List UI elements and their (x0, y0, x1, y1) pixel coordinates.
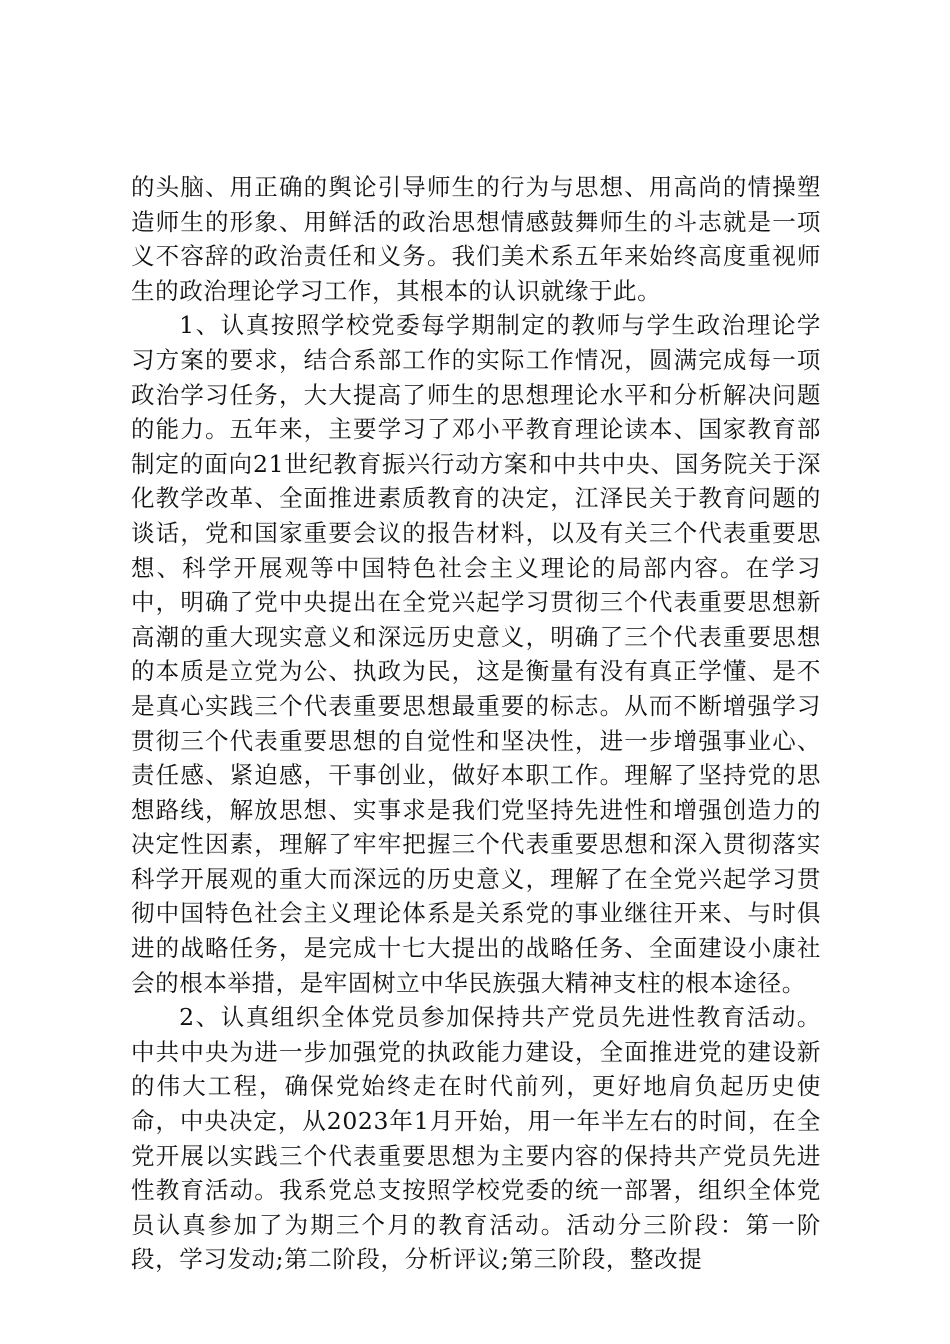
paragraph-item-2: 2、认真组织全体党员参加保持共产党员先进性教育活动。中共中央为进一步加强党的执政能力建设，全面推进党的建设新的伟大工程，确保党始终走在时代前列，更好地肩负起历史使命，中央决定，从2023年1月开始，用一年半左右的时间，在全党开展以实践三个代表重要思想为主要内容的保持共产党员先进性教育活动。我系党总支按照学校党委的统一部署，组织全体党员认真参加了为期三个月的教育活动。活动分三阶段：第一阶段，学习发动;第二阶段，分析评议;第三阶段，整改提 (131, 1003, 821, 1274)
document-body (131, 170, 821, 1277)
paragraph-continuation: 的头脑、用正确的舆论引导师生的行为与思想、用高尚的情操塑造师生的形象、用鲜活的政治思想情感鼓舞师生的斗志就是一项义不容辞的政治责任和义务。我们美术系五年来始终高度重视师生的政治理论学习工作，其根本的认识就缘于此。 (131, 173, 821, 305)
paragraph-item-1: 1、认真按照学校党委每学期制定的教师与学生政治理论学习方案的要求，结合系部工作的实际工作情况，圆满完成每一项政治学习任务，大大提高了师生的思想理论水平和分析解决问题的能力。五年来，主要学习了邓小平教育理论读本、国家教育部制定的面向21世纪教育振兴行动方案和中共中央、国务院关于深化教学改革、全面推进素质教育的决定，江泽民关于教育问题的谈话，党和国家重要会议的报告材料，以及有关三个代表重要思想、科学开展观等中国特色社会主义理论的局部内容。在学习中，明确了党中央提出在全党兴起学习贯彻三个代表重要思想新高潮的重大现实意义和深远历史意义，明确了三个代表重要思想的本质是立党为公、执政为民，这是衡量有没有真正学懂、是不是真心实践三个代表重要思想最重要的标志。从而不断增强学习贯彻三个代表重要思想的自觉性和坚决性，进一步增强事业心、责任感、紧迫感，干事创业，做好本职工作。理解了坚持党的思想路线，解放思想、实事求是我们党坚持先进性和增强创造力的决定性因素，理解了牢牢把握三个代表重要思想和深入贯彻落实科学开展观的重大而深远的历史意义，理解了在全党兴起学习贯彻中国特色社会主义理论体系是关系党的事业继往开来、与时俱进的战略任务，是完成十七大提出的战略任务、全面建设小康社会的根本举措，是牢固树立中华民族强大精神支柱的根本途径。 (131, 311, 821, 997)
